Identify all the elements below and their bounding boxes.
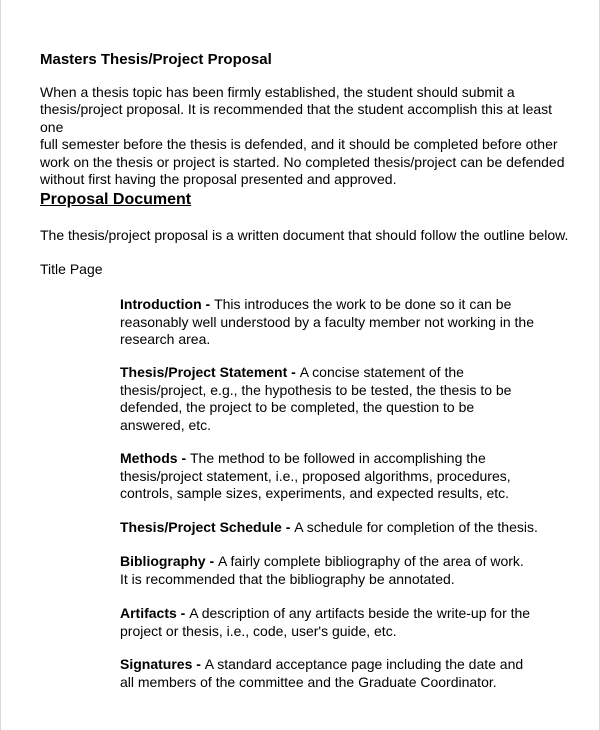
intro-paragraph: When a thesis topic has been firmly established, the student should submit a thesis/project proposal. It is recommended that the student accomplish this at least one full semester before the thesis is defended, and it should be completed before other work on the thesis or project is started. No completed thesis/project can be defended without first having the proposal presented and approved. <box>40 84 565 188</box>
outline-item-methods <box>120 450 560 503</box>
outline-item-term: Artifacts - <box>120 605 190 621</box>
outline-item-term: Methods - <box>120 450 190 466</box>
outline-item-description: A schedule for completion of the thesis. <box>294 519 538 535</box>
outline-item-term: Introduction - <box>120 296 215 312</box>
document-title: Masters Thesis/Project Proposal <box>40 51 272 68</box>
outline-item-description: A fairly complete bibliography of the area of work. It is recommended that the bibliography be annotated. <box>120 553 524 587</box>
outline-item-term: Thesis/Project Schedule - <box>120 519 295 535</box>
outline-item-term: Signatures - <box>120 656 205 672</box>
outline-item-thesis-project-schedule <box>120 519 560 537</box>
outline-intro: The thesis/project proposal is a written document that should follow the outline below. <box>40 227 569 243</box>
outline-item-description: The method to be followed in accomplishing the thesis/project statement, i.e., proposed algorithms, procedures, controls, sample sizes, experiments, and expected results, etc. <box>120 450 511 501</box>
title-page-label: Title Page <box>40 261 103 277</box>
outline-item-description: This introduces the work to be done so it can be reasonably well understood by a faculty member not working in the research area. <box>120 296 534 347</box>
outline-item-artifacts <box>120 605 560 640</box>
outline-item-term: Thesis/Project Statement - <box>120 364 300 380</box>
outline-item-thesis-project-statement <box>120 364 560 434</box>
outline-item-introduction <box>120 296 560 349</box>
outline-item-description: A description of any artifacts beside the write-up for the project or thesis, i.e., code, user's guide, etc. <box>120 605 531 639</box>
outline-item-bibliography <box>120 553 560 588</box>
section-heading: Proposal Document <box>40 191 192 208</box>
outline-item-term: Bibliography - <box>120 553 218 569</box>
outline-item-description: A concise statement of the thesis/project, e.g., the hypothesis to be tested, the thesis to be defended, the project to be completed, the question to be answered, etc. <box>120 364 512 433</box>
outline-item-description: A standard acceptance page including the date and all members of the committee and the Graduate Coordinator. <box>120 656 524 690</box>
outline-item-signatures <box>120 656 560 691</box>
